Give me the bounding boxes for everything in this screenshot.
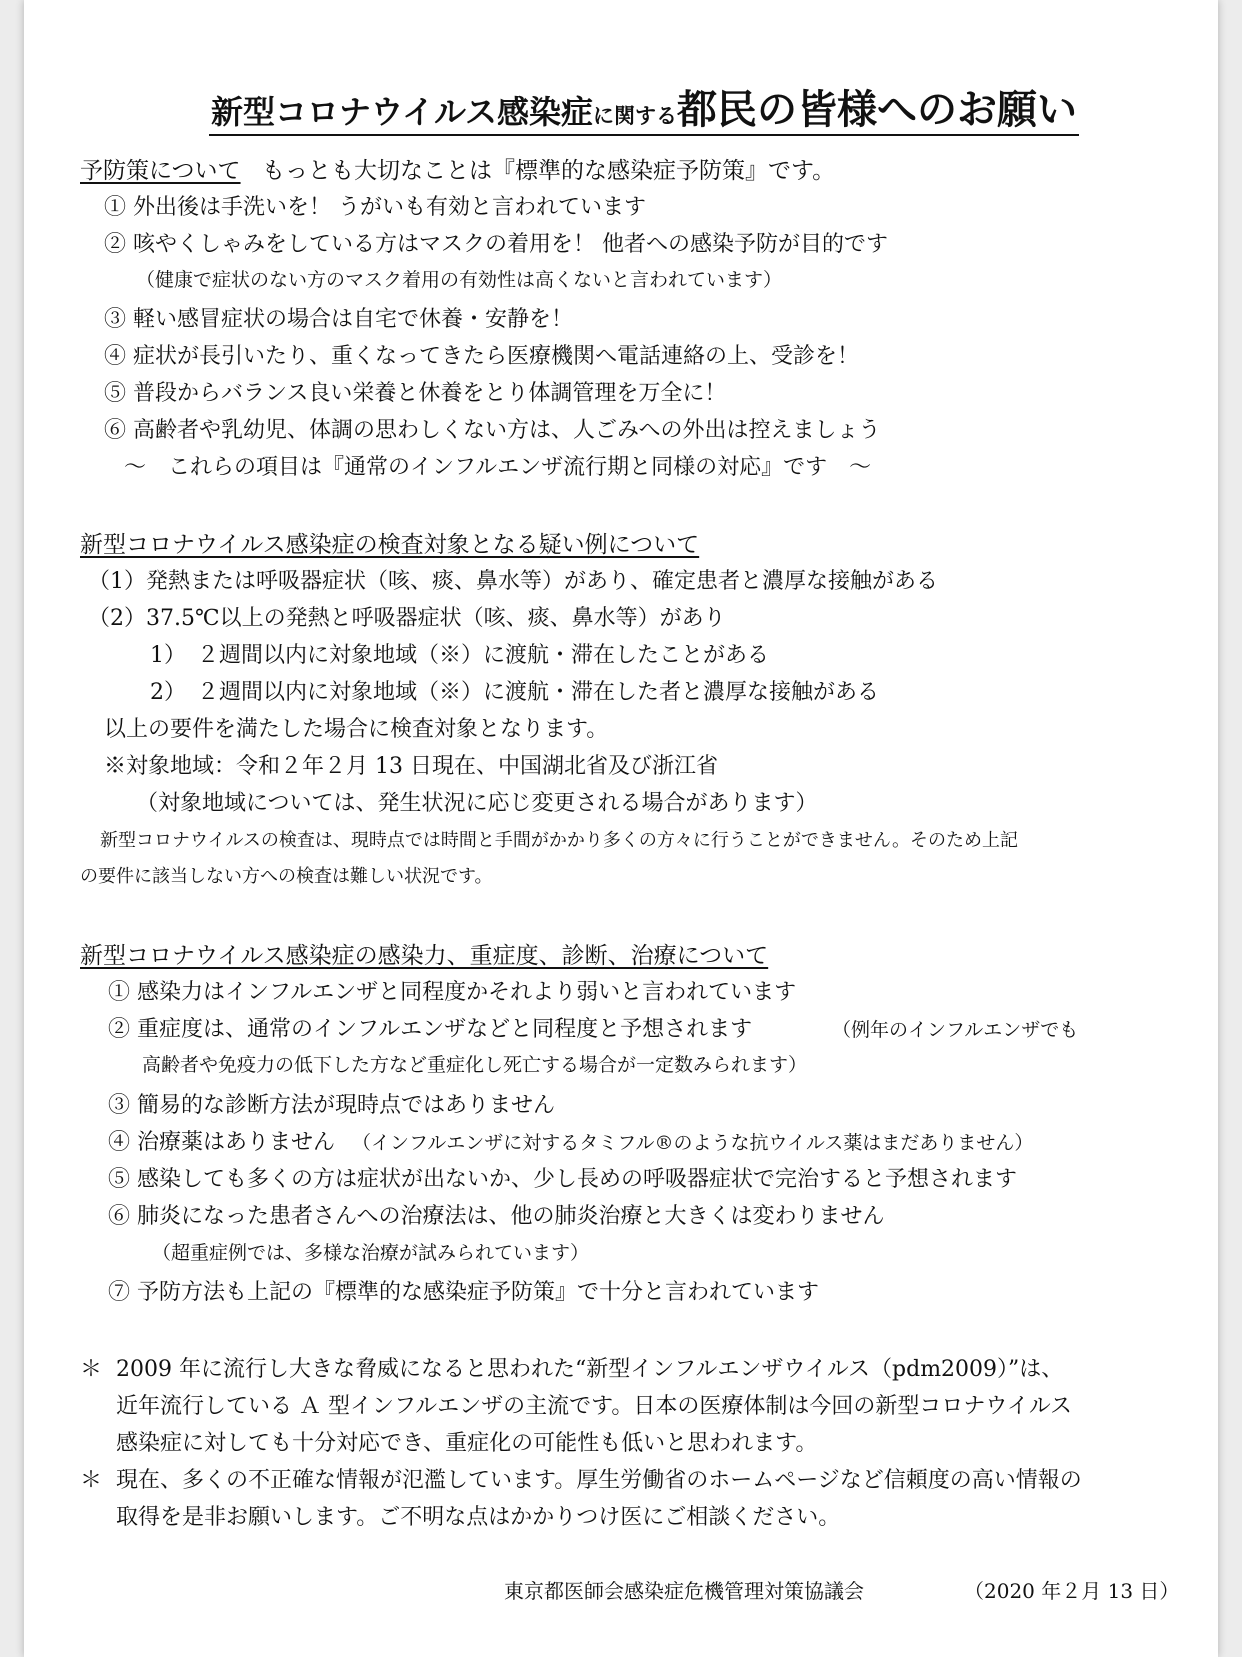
- document-title: [184, 88, 1104, 136]
- title-part-2: に関する: [593, 103, 678, 128]
- info-line-4: ③ 簡易的な診断方法が現時点ではありません: [108, 1093, 555, 1118]
- prevention-item-1: ① 外出後は手洗いを！ うがいも有効と言われています: [104, 195, 646, 220]
- testing-line-7: （対象地域については、発生状況に応じ変更される場合があります）: [136, 791, 818, 816]
- testing-line-3: 1） ２週間以内に対象地域（※）に渡航・滞在したことがある: [150, 643, 769, 668]
- info-line-6: ⑤ 感染しても多くの方は症状が出ないか、少し長めの呼吸器症状で完治すると予想されます: [108, 1167, 1017, 1192]
- testing-heading: 新型コロナウイルス感染症の検査対象となる疑い例について: [80, 532, 700, 558]
- prevention-item-3: ③ 軽い感冒症状の場合は自宅で休養・安静を！: [104, 307, 573, 332]
- title-part-3: 都民の皆様へのお願い: [677, 86, 1078, 133]
- footer-date: （2020 年２月 13 日）: [964, 1579, 1180, 1603]
- document-page: [24, 0, 1218, 1657]
- info-line-2-note: （例年のインフルエンザでも: [832, 1019, 1079, 1041]
- info-line-5-note: （インフルエンザに対するタミフル®のような抗ウイルス薬はまだありません）: [352, 1132, 1034, 1154]
- prevention-item-5: ⑤ 普段からバランス良い栄養と休養をとり体調管理を万全に！: [104, 381, 727, 406]
- testing-line-6: ※対象地域：令和２年２月 13 日現在、中国湖北省及び浙江省: [104, 754, 718, 779]
- title-part-1: 新型コロナウイルス感染症: [210, 93, 594, 131]
- prevention-heading: 予防策について: [80, 158, 241, 184]
- prevention-item-4: ④ 症状が長引いたり、重くなってきたら医療機関へ電話連絡の上、受診を！: [104, 344, 859, 369]
- prevention-item-2-note: （健康で症状のない方のマスク着用の有効性は高くないと言われています）: [136, 269, 783, 291]
- note-mark-2: ＊: [80, 1468, 103, 1493]
- testing-line-2: （2）37.5℃以上の発熱と呼吸器症状（咳、痰、鼻水等）があり: [88, 606, 726, 631]
- testing-line-9: の要件に該当しない方への検査は難しい状況です。: [80, 866, 493, 887]
- note-mark-1: ＊: [80, 1357, 103, 1382]
- testing-line-8: 新型コロナウイルスの検査は、現時点では時間と手間がかかり多くの方々に行うことができません。そのため上記: [100, 830, 1018, 851]
- info-line-1: ① 感染力はインフルエンザと同程度かそれより弱いと言われています: [108, 980, 797, 1005]
- prevention-closing: ～ これらの項目は『通常のインフルエンザ流行期と同様の対応』です ～: [124, 455, 872, 480]
- prevention-lead: もっとも大切なことは『標準的な感染症予防策』です。: [262, 158, 836, 184]
- info-line-5: ④ 治療薬はありません: [108, 1130, 335, 1155]
- testing-line-1: （1）発熱または呼吸器症状（咳、痰、鼻水等）があり、確定患者と濃厚な接触がある: [88, 569, 938, 594]
- info-line-3: 高齢者や免疫力の低下した方など重症化し死亡する場合が一定数みられます）: [142, 1054, 808, 1076]
- prevention-item-6: ⑥ 高齢者や乳幼児、体調の思わしくない方は、人ごみへの外出は控えましょう: [104, 418, 881, 443]
- note-2-line-1: 現在、多くの不正確な情報が氾濫しています。厚生労働省のホームページなど信頼度の高い情報の: [116, 1468, 1082, 1493]
- info-heading: 新型コロナウイルス感染症の感染力、重症度、診断、治療について: [80, 943, 769, 969]
- info-line-9: ⑦ 予防方法も上記の『標準的な感染症予防策』で十分と言われています: [108, 1280, 819, 1305]
- note-1-line-2: 近年流行している Ａ 型インフルエンザの主流です。日本の医療体制は今回の新型コロナウイルス: [116, 1394, 1073, 1419]
- note-1-line-1: 2009 年に流行し大きな脅威になると思われた“新型インフルエンザウイルス（pdm2009）”は、: [116, 1357, 1064, 1382]
- note-1-line-3: 感染症に対しても十分対応でき、重症化の可能性も低いと思われます。: [116, 1431, 818, 1456]
- info-line-2: ② 重症度は、通常のインフルエンザなどと同程度と予想されます: [108, 1017, 753, 1042]
- info-line-7: ⑥ 肺炎になった患者さんへの治療法は、他の肺炎治療と大きくは変わりません: [108, 1204, 885, 1229]
- prevention-item-2: ② 咳やくしゃみをしている方はマスクの着用を！ 他者への感染予防が目的です: [104, 232, 888, 257]
- note-2-line-2: 取得を是非お願いします。ご不明な点はかかりつけ医にご相談ください。: [116, 1505, 841, 1530]
- testing-line-4: 2） ２週間以内に対象地域（※）に渡航・滞在した者と濃厚な接触がある: [150, 680, 879, 705]
- info-line-8: （超重症例では、多様な治療が試みられています）: [152, 1242, 590, 1264]
- footer-organization: 東京都医師会感染症危機管理対策協議会: [504, 1579, 864, 1603]
- testing-line-5: 以上の要件を満たした場合に検査対象となります。: [104, 717, 609, 742]
